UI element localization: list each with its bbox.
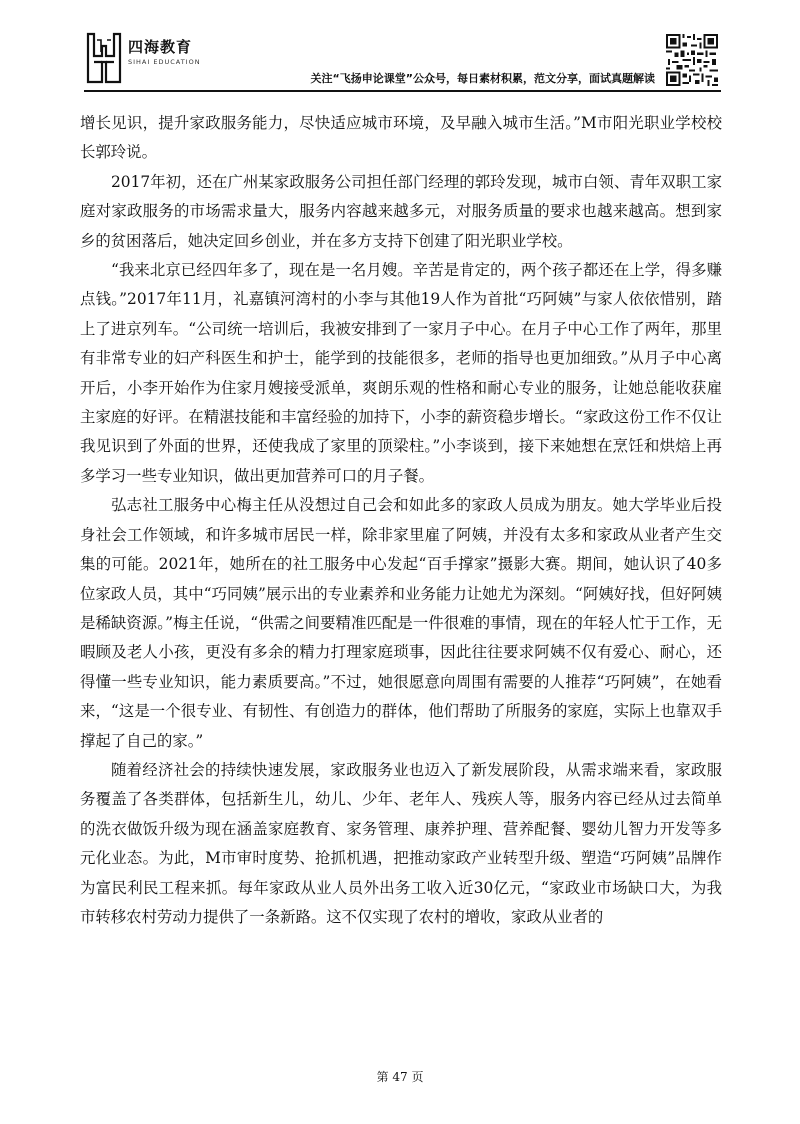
brand-logo	[84, 32, 204, 84]
qr-code-icon	[666, 34, 718, 86]
brand-subtitle: SIHAI EDUCATION	[128, 58, 201, 66]
page-header	[0, 0, 800, 92]
brand-title: 四海教育	[128, 38, 193, 56]
header-divider	[84, 90, 721, 92]
article-body	[80, 109, 722, 932]
header-slogan: 关注“飞扬申论课堂”公众号，每日素材积累，范文分享，面试真题解读	[310, 72, 655, 85]
paragraph: “我来北京已经四年多了，现在是一名月嫂。辛苦是肯定的，两个孩子都还在上学，得多赚点钱。”2017年11月，礼嘉镇河湾村的小李与其他19人作为首批“巧阿姨”与家人依依惜别，踏上了进京列车。“公司统一培训后，我被安排到了一家月子中心。在月子中心工作了两年，那里有非常专业的妇产科医生和护士，能学到的技能很多，老师的指导也更加细致。”从月子中心离开后，小李开始作为住家月嫂接受派单，爽朗乐观的性格和耐心专业的服务，让她总能收获雇主家庭的好评。在精湛技能和丰富经验的加持下，小李的薪资稳步增长。“家政这份工作不仅让我见识到了外面的世界，还使我成了家里的顶梁柱。”小李谈到，接下来她想在烹饪和烘焙上再多学习一些专业知识，做出更加营养可口的月子餐。	[80, 261, 722, 485]
brand-logo-icon	[84, 32, 124, 84]
paragraph: 增长见识，提升家政服务能力，尽快适应城市环境，及早融入城市生活。”M市阳光职业学校校长郭玲说。	[80, 114, 722, 162]
paragraph: 2017年初，还在广州某家政服务公司担任部门经理的郭玲发现，城市白领、青年双职工家庭对家政服务的市场需求量大，服务内容越来越多元，对服务质量的要求也越来越高。想到家乡的贫困落后，她决定回乡创业，并在多方支持下创建了阳光职业学校。	[80, 172, 722, 250]
paragraph: 弘志社工服务中心梅主任从没想过自己会和如此多的家政人员成为朋友。她大学毕业后投身社会工作领域，和许多城市居民一样，除非家里雇了阿姨，并没有太多和家政从业者产生交集的可能。2021年，她所在的社工服务中心发起“百手撑家”摄影大赛。期间，她认识了40多位家政人员，其中“巧同姨”展示出的专业素养和业务能力让她尤为深刻。“阿姨好找，但好阿姨是稀缺资源。”梅主任说，“供需之间要精准匹配是一件很难的事情，现在的年轻人忙于工作，无暇顾及老人小孩，更没有多余的精力打理家庭琐事，因此往往要求阿姨不仅有爱心、耐心，还得懂一些专业知识，能力素质要高。”不过，她很愿意向周围有需要的人推荐“巧阿姨”，在她看来，“这是一个很专业、有韧性、有创造力的群体，他们帮助了所服务的家庭，实际上也靠双手撑起了自己的家。”	[80, 496, 722, 750]
paragraph: 随着经济社会的持续快速发展，家政服务业也迈入了新发展阶段，从需求端来看，家政服务覆盖了各类群体，包括新生儿，幼儿、少年、老年人、残疾人等，服务内容已经从过去简单的洗衣做饭升级为现在涵盖家庭教育、家务管理、康养护理、营养配餐、婴幼儿智力开发等多元化业态。为此，M市审时度势、抢抓机遇，把推动家政产业转型升级、塑造“巧阿姨”品牌作为富民利民工程来抓。每年家政从业人员外出务工收入近30亿元，“家政业市场缺口大，为我市转移农村劳动力提供了一条新路。这不仅实现了农村的增收，家政从业者的	[80, 760, 722, 926]
page-number: 第 47 页	[376, 1070, 424, 1084]
